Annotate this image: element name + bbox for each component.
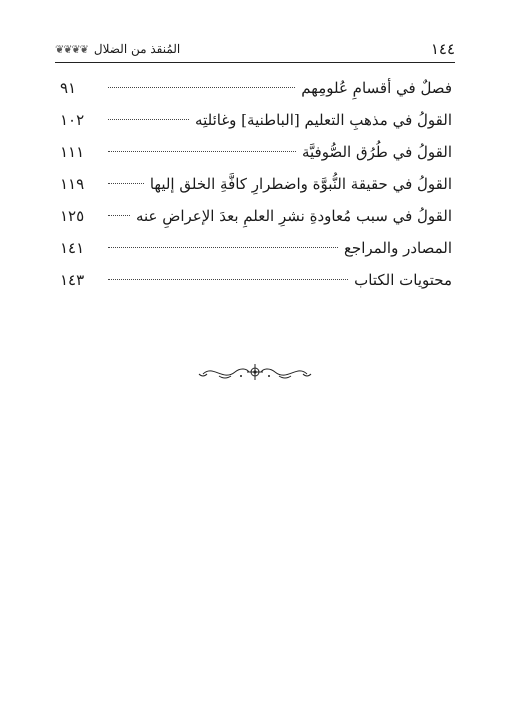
dot-leader	[108, 247, 338, 248]
toc-entry-page: ١٤٣	[60, 271, 85, 289]
toc-entry-page: ١١١	[60, 143, 85, 161]
dot-leader	[108, 279, 348, 280]
toc-entry-page: ١٤١	[60, 239, 85, 257]
toc-entry	[60, 136, 452, 168]
dot-leader	[108, 215, 130, 216]
toc-entry	[60, 104, 452, 136]
toc-entry-title: محتويات الكتاب	[354, 271, 452, 289]
dot-leader	[108, 183, 144, 184]
toc-entry	[60, 72, 452, 104]
dot-leader	[108, 87, 295, 88]
toc-entry-title: المصادر والمراجع	[343, 239, 452, 257]
toc-entry	[60, 168, 452, 200]
dot-leader	[108, 119, 189, 120]
toc-entry-page: ١١٩	[60, 175, 85, 193]
toc-entry-page: ١٢٥	[60, 207, 85, 225]
toc-entry-title: القولُ في حقيقة النُّبوَّة واضطرارِ كافَّةِ الخلق إليها	[149, 175, 452, 193]
toc-entry-page: ١٠٢	[60, 111, 85, 129]
page-header	[55, 38, 455, 60]
toc-entry-title: القولُ في سبب مُعاودةِ نشرِ العلمِ بعدَ الإعراضِ عنه	[135, 207, 452, 225]
toc-entry-title: القولُ في مذهبِ التعليم [الباطنية] وغائلتِه	[195, 111, 452, 129]
closing-vignette-icon	[195, 360, 315, 384]
header-rule	[55, 62, 455, 63]
running-title	[55, 42, 180, 56]
page-number: ١٤٤	[430, 40, 455, 58]
toc-entry	[60, 200, 452, 232]
running-title-text: المُنقذ من الضلال	[93, 42, 181, 56]
dot-leader	[108, 151, 296, 152]
toc-entry-title: فصلٌ في أقسامِ عُلومِهم	[301, 79, 452, 97]
toc-entry-title: القولُ في طُرُق الصُّوفيَّة	[301, 143, 452, 161]
floral-ornament-icon: ❦❦❦❦	[55, 42, 88, 56]
toc-entry-page: ٩١	[60, 79, 77, 97]
table-of-contents	[60, 72, 452, 296]
toc-entry	[60, 264, 452, 296]
toc-entry	[60, 232, 452, 264]
